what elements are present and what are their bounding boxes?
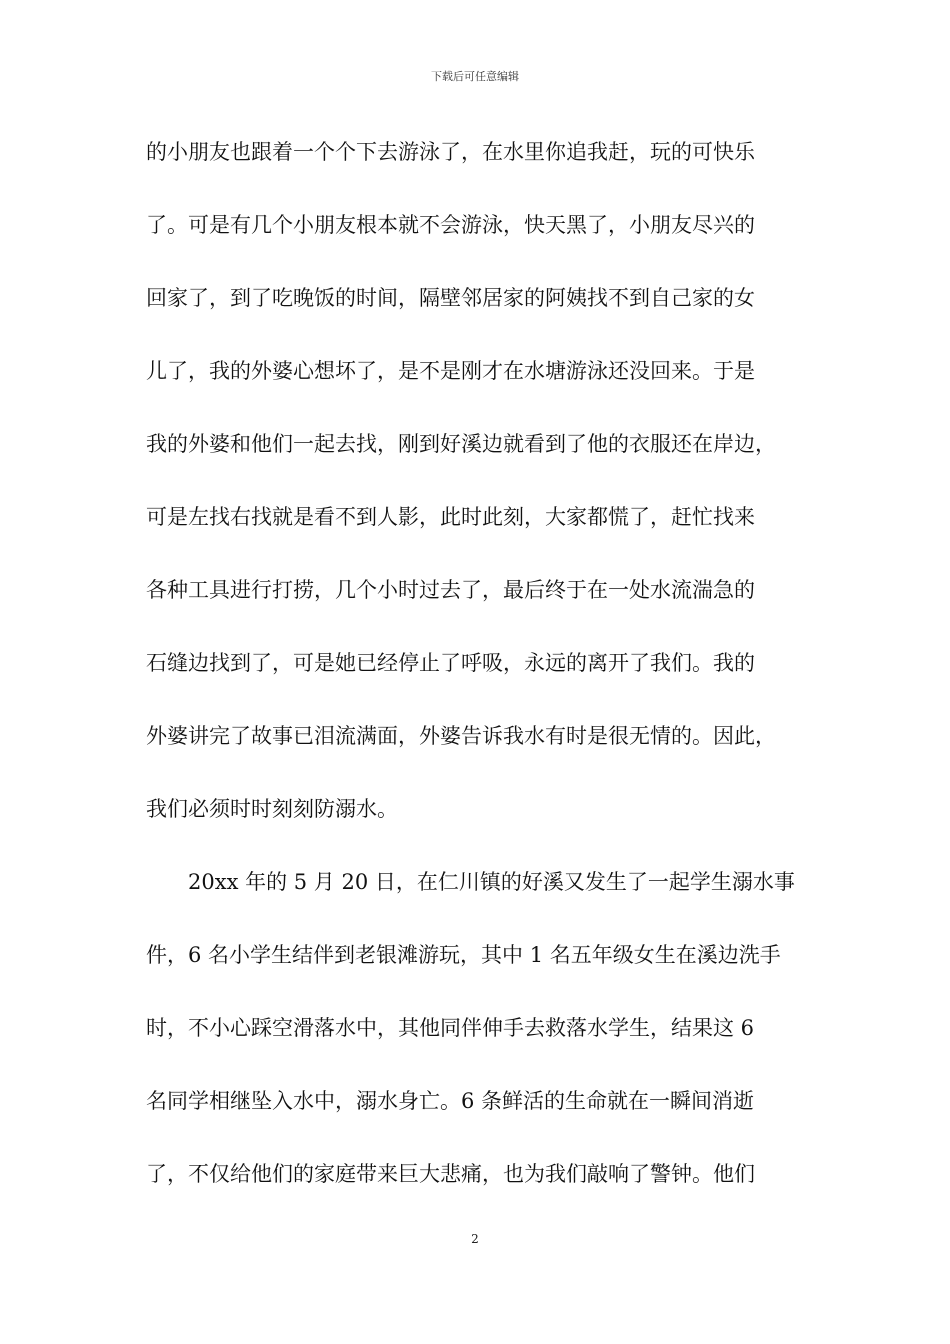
text-line: 外婆讲完了故事已泪流满面，外婆告诉我水有时是很无情的。因此， [146,724,776,748]
page-number: 2 [471,1232,479,1246]
text-line: 可是左找右找就是看不到人影，此时此刻，大家都慌了，赶忙找来 [146,505,755,529]
text-line: 的小朋友也跟着一个个下去游泳了，在水里你追我赶，玩的可快乐 [146,140,755,164]
text-line: 回家了，到了吃晚饭的时间，隔壁邻居家的阿姨找不到自己家的女 [146,286,755,310]
text-line: 20xx 年的 5 月 20 日，在仁川镇的好溪又发生了一起学生溺水事 [188,870,795,894]
text-line: 我们必须时时刻刻防溺水。 [146,797,398,821]
text-line: 石缝边找到了，可是她已经停止了呼吸，永远的离开了我们。我的 [146,651,755,675]
page-header: 下载后可任意编辑 [431,70,519,83]
text-line: 时，不小心踩空滑落水中，其他同伴伸手去救落水学生，结果这 6 [146,1016,755,1040]
text-line: 了，不仅给他们的家庭带来巨大悲痛，也为我们敲响了警钟。他们 [146,1162,755,1186]
text-line: 儿了，我的外婆心想坏了，是不是刚才在水塘游泳还没回来。于是 [146,359,755,383]
text-line: 了。可是有几个小朋友根本就不会游泳，快天黑了，小朋友尽兴的 [146,213,755,237]
text-line: 名同学相继坠入水中，溺水身亡。6 条鲜活的生命就在一瞬间消逝 [146,1089,755,1113]
text-line: 我的外婆和他们一起去找，刚到好溪边就看到了他的衣服还在岸边， [146,432,776,456]
text-line: 件，6 名小学生结伴到老银滩游玩，其中 1 名五年级女生在溪边洗手 [146,943,781,967]
text-line: 各种工具进行打捞，几个小时过去了，最后终于在一处水流湍急的 [146,578,755,602]
